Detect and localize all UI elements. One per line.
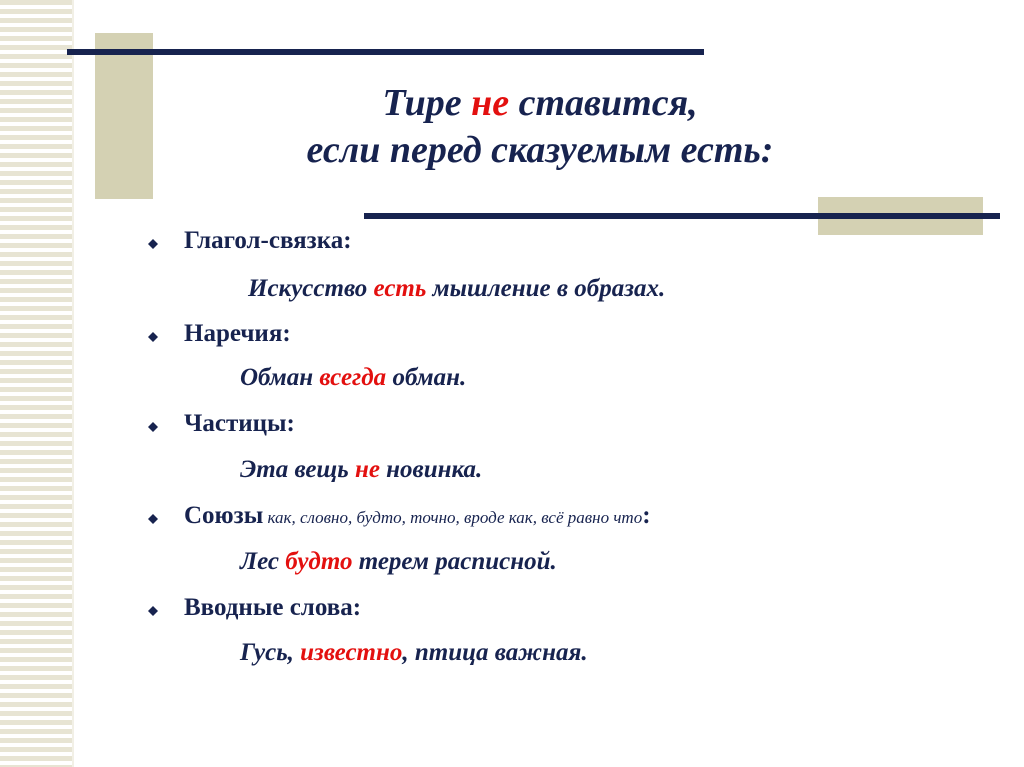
example-highlight: всегда	[319, 364, 387, 391]
example-highlight: известно	[300, 639, 403, 666]
title-part-1: Тире	[382, 82, 472, 124]
item-heading: Вводные слова:	[184, 594, 362, 621]
item-heading: Наречия:	[184, 320, 291, 347]
example-text: Гусь,	[240, 639, 301, 666]
item-example	[240, 547, 557, 577]
title-part-2: ставится,	[509, 82, 698, 124]
item-example	[240, 363, 466, 393]
title-line-1	[170, 80, 910, 127]
heading-text: Союзы	[184, 502, 264, 529]
example-text: мышление в образах.	[426, 275, 666, 302]
title-line-2: если перед сказуемым есть:	[306, 129, 774, 171]
example-highlight: не	[354, 456, 380, 483]
example-text: Эта вещь	[240, 456, 355, 483]
margin-edge-divider	[72, 0, 74, 767]
example-highlight: есть	[373, 275, 427, 302]
example-text: , птица важная.	[402, 639, 588, 666]
example-text: новинка.	[379, 456, 483, 483]
example-text: Обман	[240, 364, 320, 391]
slide-title	[170, 80, 910, 174]
example-text: Искусство	[248, 275, 374, 302]
item-heading: Частицы:	[184, 410, 295, 437]
conjunction-list: как, словно, будто, точно, вроде как, всё равно что	[263, 508, 643, 527]
example-text: обман.	[386, 364, 467, 391]
striped-margin-decoration	[0, 0, 72, 767]
example-text: терем расписной.	[352, 548, 557, 575]
title-highlight: не	[471, 82, 510, 124]
item-heading	[184, 501, 651, 533]
diamond-bullet-icon	[148, 606, 158, 616]
item-example	[240, 638, 588, 668]
navy-rule-bottom	[364, 213, 1000, 219]
item-example	[248, 274, 665, 304]
item-heading: Глагол-связка:	[184, 227, 352, 254]
item-example	[240, 455, 482, 485]
diamond-bullet-icon	[148, 422, 158, 432]
heading-colon: :	[642, 502, 651, 529]
diamond-bullet-icon	[148, 514, 158, 524]
tan-block-decoration-left	[95, 33, 153, 199]
example-highlight: будто	[285, 548, 353, 575]
example-text: Лес	[240, 548, 286, 575]
diamond-bullet-icon	[148, 332, 158, 342]
navy-rule-top	[67, 49, 704, 55]
diamond-bullet-icon	[148, 239, 158, 249]
